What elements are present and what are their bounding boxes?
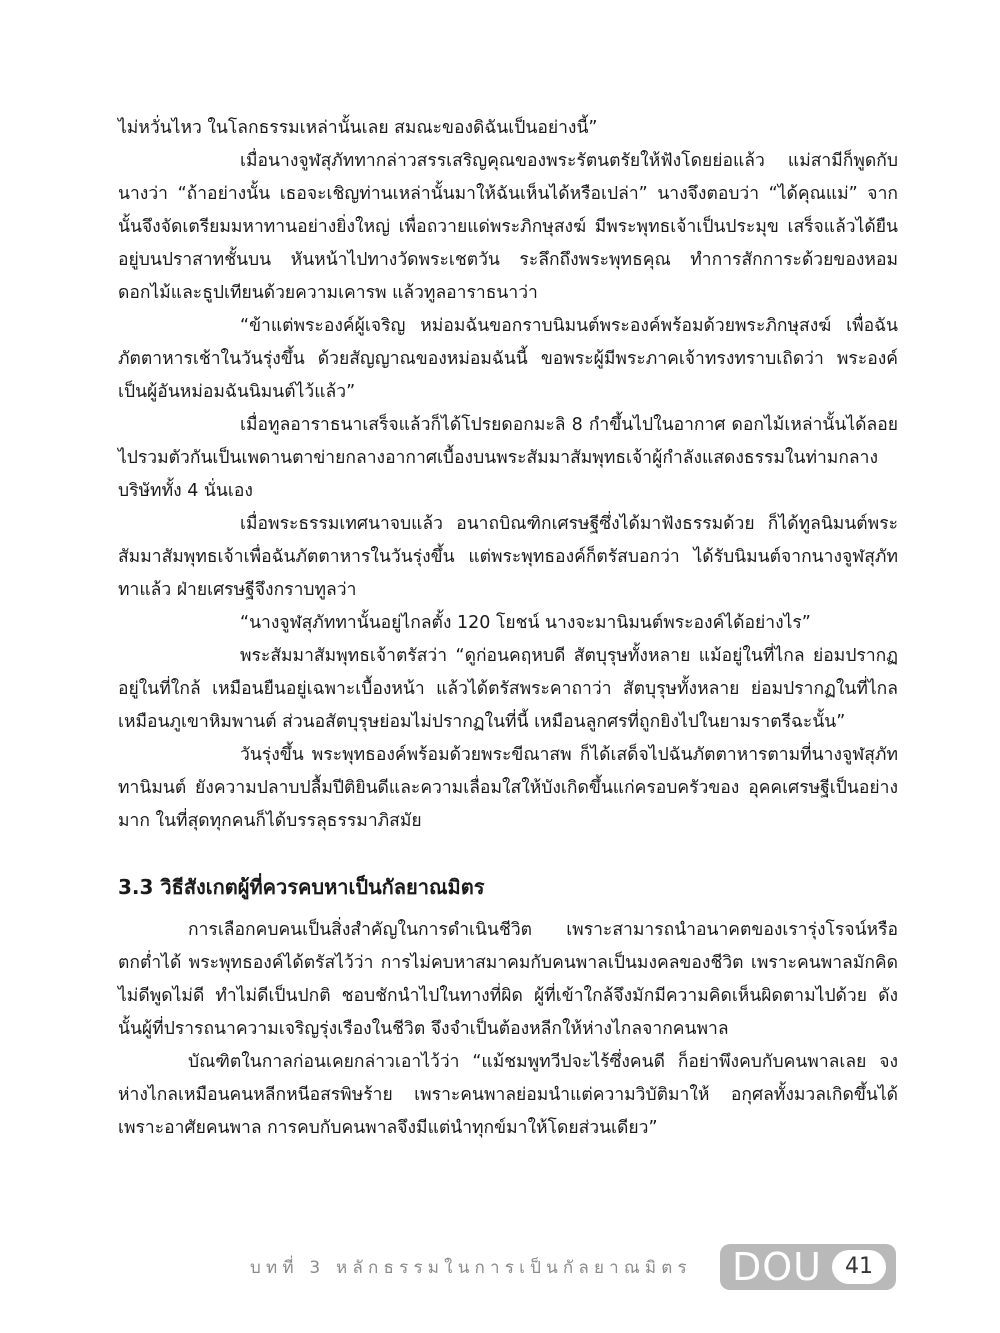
section-paragraph-1: การเลือกคบคนเป็นสิ่งสำคัญในการดำเนินชีวิต เพราะสามารถนำอนาคตของเรารุ่งโรจน์หรือตกต่ำได้ พระพุทธองค์ได้ตรัสไว้ว่า การไม่คบหาสมาคมกับคนพาลเป็นมงคลของชีวิต เพราะคนพาลมักคิดไม่ดีพูดไม่ดี ทำไม่ดีเป็นปกติ ชอบชักนำไปในทางที่ผิด ผู้ที่เข้าใกล้จึงมักมีความคิดเห็นผิดตามไปด้วย ดังนั้นผู้ที่ปรารถนาความเจริญรุ่งเรืองในชีวิต จึงจำเป็นต้องหลีกให้ห่างไกลจากคนพาล <box>118 920 898 1039</box>
page-footer <box>250 1244 900 1294</box>
body-paragraph-1: ไม่หวั่นไหว ในโลกธรรมเหล่านั้นเลย สมณะของดิฉันเป็นอย่างนี้” <box>118 118 598 138</box>
page-body <box>118 112 898 1145</box>
body-paragraph-6: “นางจูฬสุภัททานั้นอยู่ไกลตั้ง 120 โยชน์ นางจะมานิมนต์พระองค์ได้อย่างไร” <box>240 613 811 633</box>
body-paragraph-4: เมื่อทูลอาราธนาเสร็จแล้วก็ได้โปรยดอกมะลิ 8 กำขึ้นไปในอากาศ ดอกไม้เหล่านั้นได้ลอยไปรวมตัวกันเป็นเพดานตาข่ายกลางอากาศเบื้องบนพระสัมมาสัมพุทธเจ้าผู้กำลังแสดงธรรมในท่ามกลางบริษัททั้ง 4 นั่นเอง <box>118 415 898 501</box>
body-paragraph-5: เมื่อพระธรรมเทศนาจบแล้ว อนาถบิณฑิกเศรษฐีซึ่งได้มาฟังธรรมด้วย ก็ได้ทูลนิมนต์พระสัมมาสัมพุทธเจ้าเพื่อฉันภัตตาหารในวันรุ่งขึ้น แต่พระพุทธองค์ก็ตรัสบอกว่า ได้รับนิมนต์จากนางจูฬสุภัททาแล้ว ฝ่ายเศรษฐีจึงกราบทูลว่า <box>118 514 898 600</box>
section-heading: 3.3 วิธีสังเกตผู้ที่ควรคบหาเป็นกัลยาณมิตร <box>118 875 485 899</box>
body-paragraph-7: พระสัมมาสัมพุทธเจ้าตรัสว่า “ดูก่อนคฤหบดี สัตบุรุษทั้งหลาย แม้อยู่ในที่ไกล ย่อมปรากฏอยู่ในที่ใกล้ เหมือนยืนอยู่เฉพาะเบื้องหน้า แล้วได้ตรัสพระคาถาว่า สัตบุรุษทั้งหลาย ย่อมปรากฏในที่ไกลเหมือนภูเขาหิมพานต์ ส่วนอสัตบุรุษย่อมไม่ปรากฏในที่นี้ เหมือนลูกศรที่ถูกยิงไปในยามราตรีฉะนั้น” <box>118 646 898 732</box>
section-paragraph-2: บัณฑิตในกาลก่อนเคยกล่าวเอาไว้ว่า “แม้ชมพูทวีปจะไร้ซึ่งคนดี ก็อย่าพึงคบกับคนพาลเลย จงห่างไกลเหมือนคนหลีกหนีอสรพิษร้าย เพราะคนพาลย่อมนำแต่ความวิบัติมาให้ อกุศลทั้งมวลเกิดขึ้นได้เพราะอาศัยคนพาล การคบกับคนพาลจึงมีแต่นำทุกข์มาให้โดยส่วนเดียว” <box>118 1052 898 1138</box>
footer-badge <box>720 1244 896 1290</box>
body-paragraph-8: วันรุ่งขึ้น พระพุทธองค์พร้อมด้วยพระขีณาสพ ก็ได้เสด็จไปฉันภัตตาหารตามที่นางจูฬสุภัททานิมนต์ ยังความปลาบปลื้มปีติยินดีและความเลื่อมใสให้บังเกิดขึ้นแก่ครอบครัวของ อุคคเศรษฐีเป็นอย่างมาก ในที่สุดทุกคนก็ได้บรรลุธรรมาภิสมัย <box>118 745 898 831</box>
dou-logo: DOU <box>732 1245 822 1289</box>
footer-chapter-title: บทที่ 3 หลักธรรมในการเป็นกัลยาณมิตร <box>250 1258 692 1278</box>
body-paragraph-3: “ข้าแต่พระองค์ผู้เจริญ หม่อมฉันขอกราบนิมนต์พระองค์พร้อมด้วยพระภิกษุสงฆ์ เพื่อฉันภัตตาหารเช้าในวันรุ่งขึ้น ด้วยสัญญาณของหม่อมฉันนี้ ขอพระผู้มีพระภาคเจ้าทรงทราบเถิดว่า พระองค์เป็นผู้อันหม่อมฉันนิมนต์ไว้แล้ว” <box>118 316 898 402</box>
body-paragraph-2: เมื่อนางจูฬสุภัททากล่าวสรรเสริญคุณของพระรัตนตรัยให้ฟังโดยย่อแล้ว แม่สามีก็พูดกับนางว่า “ถ้าอย่างนั้น เธอจะเชิญท่านเหล่านั้นมาให้ฉันเห็นได้หรือเปล่า” นางจึงตอบว่า “ได้คุณแม่” จากนั้นจึงจัดเตรียมมหาทานอย่างยิ่งใหญ่ เพื่อถวายแด่พระภิกษุสงฆ์ มีพระพุทธเจ้าเป็นประมุข เสร็จแล้วได้ยืนอยู่บนปราสาทชั้นบน หันหน้าไปทางวัดพระเชตวัน ระลึกถึงพระพุทธคุณ ทำการสักการะด้วยของหอมดอกไม้และธูปเทียนด้วยความเคารพ แล้วทูลอาราธนาว่า <box>118 151 898 303</box>
page-number: 41 <box>832 1250 886 1284</box>
